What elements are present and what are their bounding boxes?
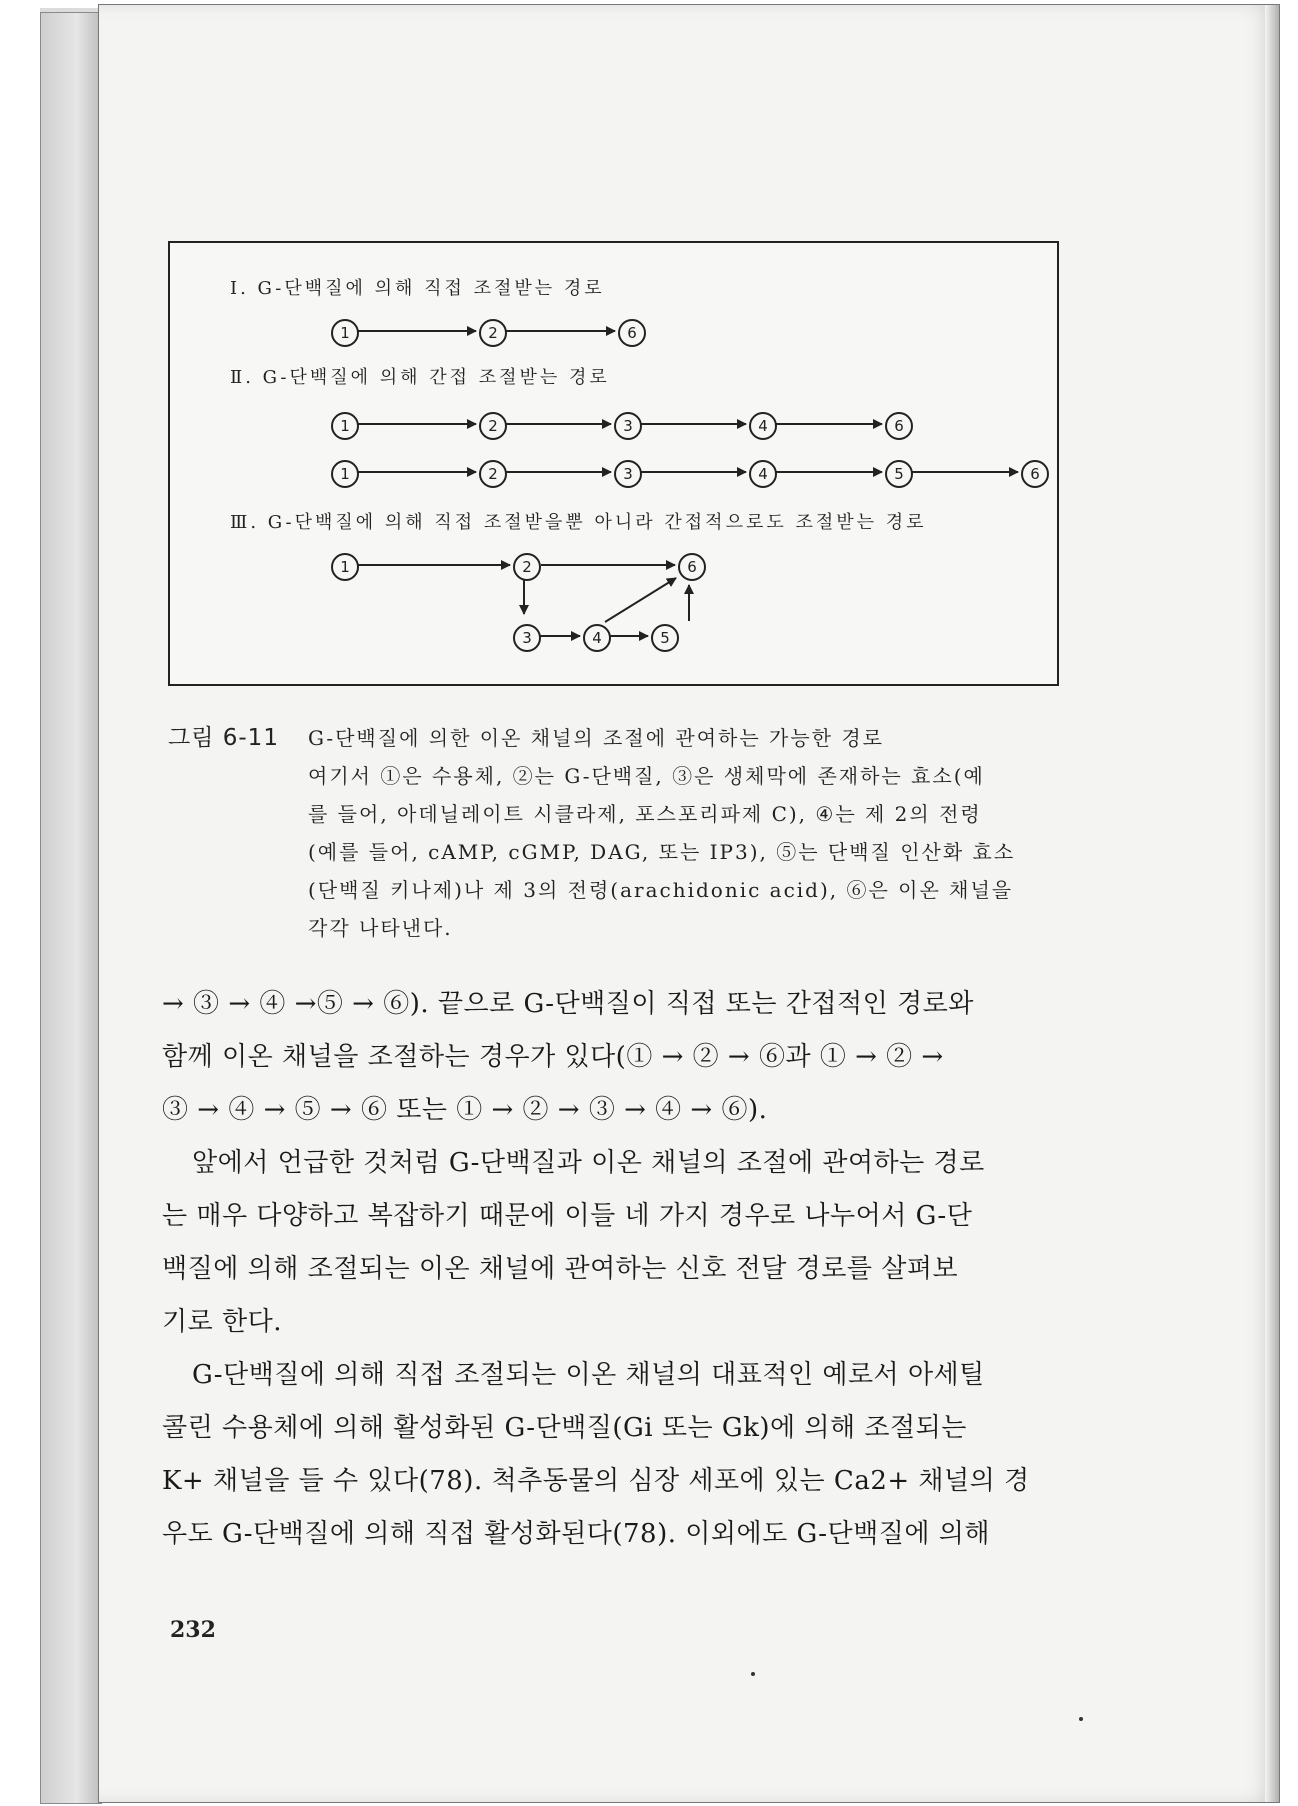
node-g-protein: 2 bbox=[479, 460, 507, 488]
print-speck bbox=[751, 1672, 755, 1676]
figure-heading-mixed: Ⅲ. G-단백질에 의해 직접 조절받을뿐 아니라 간접적으로도 조절받는 경로 bbox=[230, 512, 927, 533]
node-receptor: 1 bbox=[331, 460, 359, 488]
node-receptor: 1 bbox=[331, 319, 359, 347]
node-protein-kinase: 5 bbox=[651, 624, 679, 652]
figure-caption-label: 그림 6-11 bbox=[168, 725, 279, 751]
body-text bbox=[162, 978, 1065, 1561]
body-line: 는 매우 다양하고 복잡하기 때문에 이들 네 가지 경우로 나누어서 G-단 bbox=[162, 1201, 973, 1231]
node-enzyme: 3 bbox=[614, 460, 642, 488]
caption-line: 여기서 ①은 수용체, ②는 G-단백질, ③은 생체막에 존재하는 효소(예 bbox=[308, 764, 985, 788]
caption-line: 를 들어, 아데닐레이트 시클라제, 포스포리파제 C), ④는 제 2의 전령 bbox=[308, 802, 982, 826]
node-g-protein: 2 bbox=[479, 412, 507, 440]
body-line: ③ → ④ → ⑤ → ⑥ 또는 ① → ② → ③ → ④ → ⑥). bbox=[162, 1095, 768, 1125]
arrow-4-6-diag bbox=[605, 578, 676, 622]
caption-line: (단백질 키나제)나 제 3의 전령(arachidonic acid), ⑥은 이온 채널을 bbox=[308, 878, 1014, 902]
node-receptor: 1 bbox=[331, 412, 359, 440]
body-line: 우도 G-단백질에 의해 직접 활성화된다(78). 이외에도 G-단백질에 의해 bbox=[162, 1519, 990, 1549]
print-speck bbox=[1079, 1717, 1083, 1721]
node-ion-channel: 6 bbox=[885, 412, 913, 440]
node-ion-channel: 6 bbox=[618, 319, 646, 347]
node-g-protein: 2 bbox=[479, 319, 507, 347]
caption-line: (예를 들어, cAMP, cGMP, DAG, 또는 IP3), ⑤는 단백질 인산화 효소 bbox=[308, 840, 1016, 864]
figure-heading-indirect: Ⅱ. G-단백질에 의해 간접 조절받는 경로 bbox=[230, 367, 610, 388]
node-receptor: 1 bbox=[331, 553, 359, 581]
body-line: 콜린 수용체에 의해 활성화된 G-단백질(Gi 또는 Gk)에 의해 조절되는 bbox=[162, 1413, 967, 1443]
node-enzyme: 3 bbox=[614, 412, 642, 440]
node-ion-channel: 6 bbox=[1021, 460, 1049, 488]
caption-line: 각각 나타낸다. bbox=[308, 916, 453, 940]
book-spine-edge bbox=[40, 12, 102, 1804]
node-protein-kinase: 5 bbox=[885, 460, 913, 488]
caption-title: G-단백질에 의한 이온 채널의 조절에 관여하는 가능한 경로 bbox=[308, 726, 884, 750]
figure-heading-direct: Ⅰ. G-단백질에 의해 직접 조절받는 경로 bbox=[230, 278, 605, 299]
page-right-edge bbox=[1265, 5, 1279, 1802]
node-enzyme: 3 bbox=[513, 624, 541, 652]
body-line: → ③ → ④ →⑤ → ⑥). 끝으로 G-단백질이 직접 또는 간접적인 경로와 bbox=[162, 989, 974, 1019]
node-second-messenger: 4 bbox=[583, 624, 611, 652]
body-line: 기로 한다. bbox=[162, 1307, 282, 1337]
body-line: 앞에서 언급한 것처럼 G-단백질과 이온 채널의 조절에 관여하는 경로 bbox=[192, 1148, 985, 1178]
node-second-messenger: 4 bbox=[749, 460, 777, 488]
pathway-figure bbox=[168, 241, 1059, 686]
body-line: K+ 채널을 들 수 있다(78). 척추동물의 심장 세포에 있는 Ca2+ 채널의 경 bbox=[162, 1466, 1030, 1496]
page-number: 232 bbox=[170, 1617, 216, 1643]
body-line: G-단백질에 의해 직접 조절되는 이온 채널의 대표적인 예로서 아세틸 bbox=[192, 1360, 985, 1390]
node-second-messenger: 4 bbox=[749, 412, 777, 440]
pathway-arrows bbox=[170, 243, 1057, 684]
body-line: 백질에 의해 조절되는 이온 채널에 관여하는 신호 전달 경로를 살펴보 bbox=[162, 1254, 959, 1284]
figure-caption bbox=[308, 719, 1058, 947]
node-g-protein: 2 bbox=[513, 553, 541, 581]
node-ion-channel: 6 bbox=[678, 553, 706, 581]
body-line: 함께 이온 채널을 조절하는 경우가 있다(① → ② → ⑥과 ① → ② → bbox=[162, 1042, 944, 1072]
